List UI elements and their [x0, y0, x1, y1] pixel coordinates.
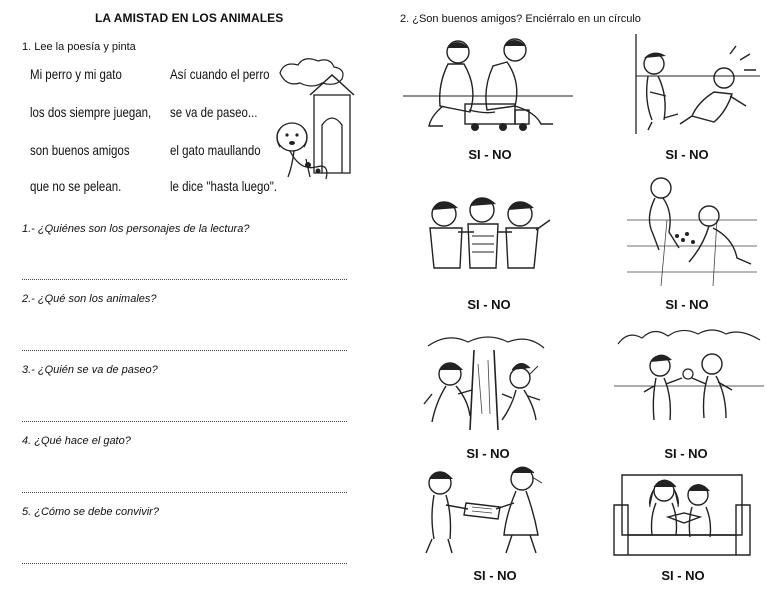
answer-line[interactable] [22, 350, 347, 351]
dog-doghouse-illustration [270, 55, 356, 185]
poem-line: son buenos amigos [30, 142, 130, 158]
poem-line: que no se pelean. [30, 178, 122, 194]
kids-tree-illustration [418, 334, 548, 430]
boy-tripping-boy-illustration [630, 34, 760, 134]
yes-no-option[interactable]: SI - NO [467, 297, 511, 312]
kids-fighting-book-illustration [418, 461, 548, 559]
yes-no-option[interactable]: SI - NO [466, 446, 510, 461]
question-text: 1.- ¿Quiénes son los personajes de la lectura? [22, 223, 250, 235]
question-text: 3.- ¿Quién se va de paseo? [22, 364, 158, 376]
kids-playing-marbles-illustration [627, 176, 757, 286]
yes-no-option[interactable]: SI - NO [661, 568, 705, 583]
question-text: 2.- ¿Qué son los animales? [22, 293, 157, 305]
yes-no-option[interactable]: SI - NO [664, 446, 708, 461]
answer-line[interactable] [22, 279, 347, 280]
question-text: 4. ¿Qué hace el gato? [22, 435, 131, 447]
poem-line: los dos siempre juegan, [30, 104, 152, 120]
page-title: LA AMISTAD EN LOS ANIMALES [95, 11, 284, 25]
yes-no-option[interactable]: SI - NO [468, 147, 512, 162]
answer-line[interactable] [22, 492, 347, 493]
kids-reading-sofa-illustration [612, 465, 752, 559]
two-boys-toy-truck-illustration [403, 34, 573, 134]
answer-line[interactable] [22, 563, 347, 564]
three-kids-hugging-illustration [418, 192, 558, 282]
friends-instruction: 2. ¿Son buenos amigos? Enciérralo en un círculo [400, 13, 641, 25]
yes-no-option[interactable]: SI - NO [665, 147, 709, 162]
poem-line: Mi perro y mi gato [30, 66, 122, 82]
question-text: 5. ¿Cómo se debe convivir? [22, 506, 159, 518]
poem-line: le dice "hasta luego". [170, 178, 278, 194]
answer-line[interactable] [22, 421, 347, 422]
poem-instruction: 1. Lee la poesía y pinta [22, 41, 136, 53]
poem-line: el gato maullando [170, 142, 261, 158]
yes-no-option[interactable]: SI - NO [473, 568, 517, 583]
poem-line: se va de paseo... [170, 104, 258, 120]
kids-playing-ball-illustration [614, 326, 764, 430]
yes-no-option[interactable]: SI - NO [665, 297, 709, 312]
poem-line: Así cuando el perro [170, 66, 270, 82]
